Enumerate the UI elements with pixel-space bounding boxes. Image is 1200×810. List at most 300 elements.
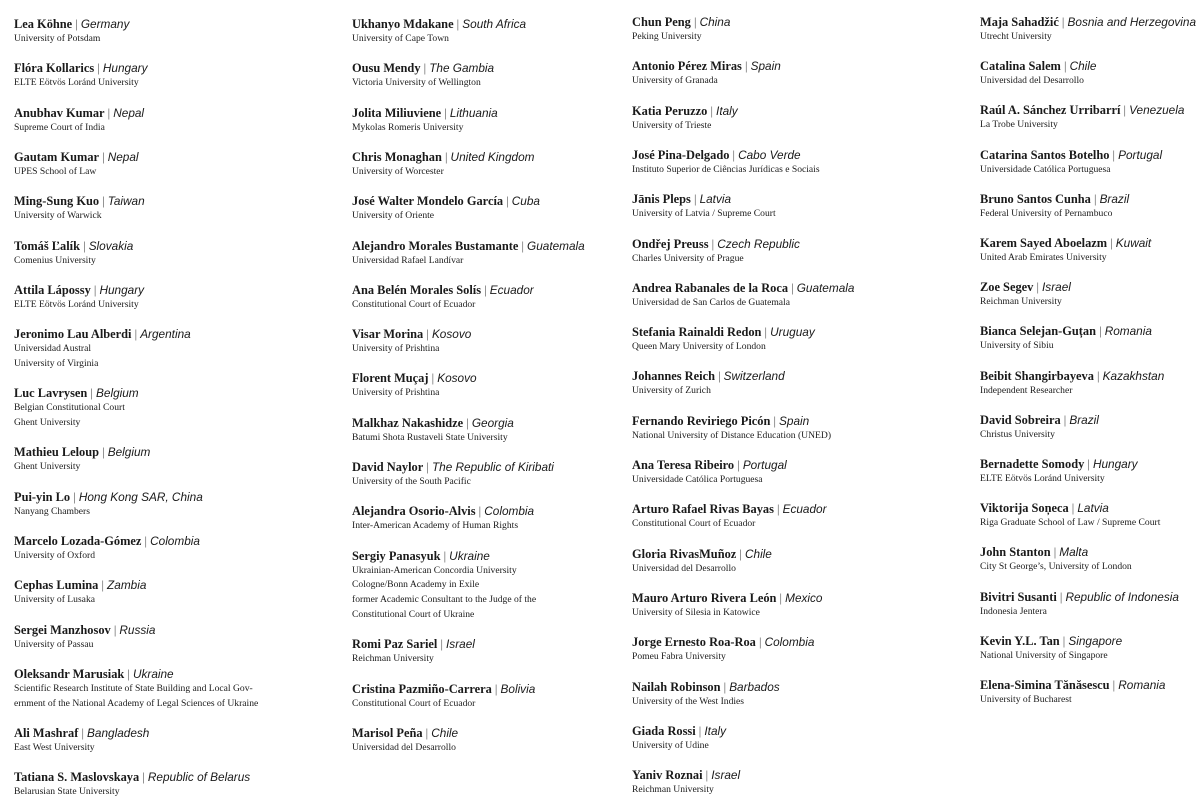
separator: | [437, 637, 447, 652]
contributor-institution: National University of Singapore [980, 649, 1108, 661]
contributor-country: Bolivia [500, 681, 536, 696]
contributor-entry [632, 457, 787, 488]
separator: | [428, 371, 438, 386]
contributor-name: Bivitri Susanti [980, 589, 1057, 604]
contributor-name-line [980, 633, 1122, 649]
contributor-name-line [632, 280, 854, 296]
contributor-institution: University of the South Pacific [352, 476, 471, 487]
contributor-entry [352, 725, 458, 756]
contributor-institution: Universidad de San Carlos de Guatemala [632, 296, 790, 308]
contributor-name: Fernando Reviriego Picón [632, 413, 771, 428]
contributor-institution: Belgian Constitutional Court [14, 402, 125, 414]
contributor-name-line [632, 679, 780, 695]
contributor-country: Israel [446, 637, 475, 652]
separator: | [729, 147, 739, 162]
contributor-name-line [632, 546, 772, 562]
contributor-entry [980, 58, 1096, 89]
separator: | [475, 504, 485, 519]
separator: | [98, 578, 108, 593]
separator: | [90, 282, 100, 297]
contributor-institution: East West University [14, 741, 95, 753]
contributor-institution: Universidad del Desarrollo [980, 75, 1084, 87]
contributor-institution: La Trobe University [980, 119, 1058, 131]
contributor-institution: University of Sibiu [980, 340, 1054, 352]
contributor-name-line [352, 238, 585, 254]
contributor-country: The Gambia [429, 61, 495, 76]
contributor-entry [14, 60, 147, 91]
separator: | [702, 768, 712, 783]
separator: | [1109, 147, 1119, 162]
separator: | [481, 282, 490, 297]
separator: | [1096, 324, 1105, 339]
contributor-name: Jolita Miliuviene [352, 105, 442, 120]
contributor-name: Chris Monaghan [352, 149, 442, 164]
contributor-country: Germany [80, 17, 130, 31]
separator: | [420, 61, 430, 76]
contributor-country: Ecuador [782, 502, 827, 517]
contributor-name: Stefania Rainaldi Redon [632, 325, 762, 340]
contributor-entry [980, 323, 1152, 354]
contributor-country: Bangladesh [87, 725, 150, 740]
contributor-name: Jānis Pleps [632, 192, 691, 207]
contributor-institution: University of Warwick [14, 210, 102, 222]
contributor-entry [632, 590, 823, 621]
contributor-entry [14, 149, 139, 180]
separator: | [80, 238, 89, 253]
contributor-institution: Reichman University [632, 784, 714, 796]
contributor-name-line [352, 326, 471, 342]
contributor-entry [980, 191, 1129, 222]
contributor-entry [14, 193, 145, 224]
contributor-name-line [352, 681, 535, 697]
contributor-institution: Ghent University [14, 461, 81, 473]
contributor-name-line [980, 368, 1164, 384]
contributor-name: Kevin Y.L. Tan [980, 633, 1060, 648]
contributor-name-line [632, 457, 787, 473]
contributor-entry [980, 412, 1099, 443]
contributor-country: Belgium [107, 445, 151, 460]
contributor-institution: University of Bucharest [980, 694, 1072, 705]
contributor-institution: University of Virginia [14, 357, 99, 369]
contributor-country: Guatemala [527, 238, 585, 253]
contributor-entry [14, 105, 144, 136]
contributor-country: Ukraine [449, 548, 490, 563]
contributor-entry [632, 679, 780, 710]
contributor-entry [980, 500, 1160, 531]
contributor-institution: Belarusian State University [14, 786, 120, 798]
contributor-name-line [980, 323, 1152, 339]
separator: | [1059, 633, 1069, 648]
contributor-entry [632, 236, 800, 267]
contributor-institution: Supreme Court of India [14, 121, 105, 133]
contributor-name: Antonio Pérez Miras [632, 59, 742, 74]
contributor-name: Arturo Rafael Rivas Bayas [632, 502, 774, 517]
contributor-country: The Republic of Kiribati [431, 460, 554, 474]
contributor-entry [352, 60, 494, 91]
contributor-name: Luc Lavrysen [14, 386, 88, 401]
contributor-country: Taiwan [107, 194, 145, 209]
separator: | [72, 17, 81, 31]
separator: | [1050, 545, 1060, 560]
contributor-name: Ming-Sung Kuo [14, 194, 100, 209]
contributor-name-line [980, 58, 1096, 74]
contributor-name-line [14, 577, 146, 593]
contributor-name: Catarina Santos Botelho [980, 147, 1110, 162]
contributor-entry [632, 191, 776, 222]
contributor-institution: University of Silesia in Katowice [632, 606, 760, 618]
contributor-entry [980, 147, 1162, 178]
separator: | [1068, 501, 1078, 516]
contributor-name: Chun Peng [632, 15, 691, 29]
contributor-name-line [980, 412, 1099, 428]
contributor-name: Mauro Arturo Rivera León [632, 590, 777, 605]
contributor-country: China [699, 15, 731, 29]
contributor-name: Giada Rossi [632, 723, 696, 738]
contributor-name: David Sobreira [980, 412, 1061, 427]
separator: | [714, 369, 724, 384]
contributor-institution: Peking University [632, 31, 702, 42]
contributor-name-line [352, 636, 475, 652]
contributor-country: Chile [1069, 59, 1097, 74]
separator: | [1084, 457, 1093, 471]
separator: | [734, 458, 743, 472]
contributor-name-line [14, 149, 139, 165]
contributor-name: Ana Teresa Ribeiro [632, 458, 735, 472]
contributor-name-line [980, 677, 1165, 693]
contributor-institution: University of Cape Town [352, 33, 449, 44]
separator: | [503, 194, 512, 209]
contributor-country: Switzerland [723, 369, 785, 384]
contributor-entry [14, 577, 146, 608]
separator: | [720, 679, 730, 694]
contributor-name-line [980, 544, 1132, 560]
separator: | [1060, 412, 1070, 427]
separator: | [139, 770, 148, 785]
contributor-country: Nepal [113, 105, 145, 120]
contributor-country: Nepal [107, 149, 139, 164]
contributor-name-line [632, 147, 820, 163]
contributor-country: Singapore [1068, 633, 1123, 648]
contributor-institution: University of Zurich [632, 385, 711, 397]
contributor-name: Bianca Selejan-Guțan [980, 324, 1096, 339]
contributor-name-line [632, 368, 785, 384]
contributor-entry [980, 456, 1138, 487]
contributor-country: Chile [744, 546, 772, 561]
contributor-institution: Charles University of Prague [632, 252, 744, 264]
contributor-entry [14, 444, 150, 475]
contributor-name-line [352, 16, 526, 32]
contributor-country: Israel [711, 768, 741, 783]
contributor-institution: Christus University [980, 428, 1055, 440]
contributor-entry [632, 103, 738, 134]
contributor-country: United Kingdom [450, 149, 535, 164]
contributor-institution: ernment of the National Academy of Legal Sciences of Ukraine [14, 697, 259, 709]
contributor-entry [352, 238, 585, 269]
contributor-institution: University of Worcester [352, 165, 444, 177]
contributor-institution: Batumi Shota Rustaveli State University [352, 431, 508, 443]
contributor-country: Czech Republic [717, 236, 800, 251]
separator: | [690, 15, 700, 29]
contributor-institution: Utrecht University [980, 31, 1052, 42]
contributor-institution: Nanyang Chambers [14, 505, 90, 517]
contributor-country: Ukraine [132, 666, 174, 681]
contributor-name-line [352, 548, 536, 564]
separator: | [1109, 678, 1119, 692]
contributor-name: Alejandra Osorio-Alvis [352, 504, 476, 519]
contributor-name: Alejandro Morales Bustamante [352, 238, 519, 253]
contributor-institution: ELTE Eötvös Loránd University [980, 473, 1105, 484]
contributor-country: Colombia [150, 533, 200, 548]
contributor-country: Hungary [102, 61, 148, 76]
contributor-name: David Naylor [352, 460, 424, 474]
contributor-name: Johannes Reich [632, 369, 715, 384]
contributor-institution: University of Granada [632, 75, 718, 87]
contributor-name: Katia Peruzzo [632, 103, 708, 118]
separator: | [755, 635, 765, 650]
contributor-name-line [632, 14, 730, 30]
contributor-entry [352, 370, 477, 401]
contributor-entry [14, 282, 144, 313]
contributor-country: Georgia [471, 415, 514, 430]
contributor-name-line [980, 589, 1179, 605]
separator: | [99, 149, 108, 164]
contributor-name-line [14, 444, 150, 460]
contributor-name: Mathieu Leloup [14, 445, 100, 460]
contributor-entry [352, 636, 475, 667]
contributor-institution: University of Prishtina [352, 343, 440, 355]
separator: | [1060, 59, 1070, 74]
contributor-country: Argentina [140, 327, 191, 342]
contributor-name: Flóra Kollarics [14, 61, 95, 76]
contributor-name: Ousu Mendy [352, 61, 421, 76]
separator: | [1107, 236, 1116, 250]
separator: | [87, 386, 97, 401]
contributor-entry [352, 16, 526, 47]
contributor-name-line [14, 326, 191, 342]
contributor-name: Viktorija Soņeca [980, 501, 1069, 516]
contributor-entry [14, 385, 139, 431]
separator: | [70, 489, 79, 504]
contributor-name-line [632, 103, 738, 119]
separator: | [99, 445, 108, 460]
separator: | [104, 105, 114, 120]
contributor-name: Sergiy Panasyuk [352, 548, 441, 563]
contributor-country: Guatemala [796, 280, 855, 295]
contributor-name: Tomáš Ľalík [14, 238, 80, 253]
contributor-name-line [14, 533, 200, 549]
contributor-institution: Universidad Austral [14, 343, 92, 355]
contributor-institution: Constitutional Court of Ecuador [352, 697, 476, 709]
contributor-country: Kosovo [431, 327, 472, 342]
contributor-name: Raúl A. Sánchez Urribarrí [980, 103, 1121, 118]
contributor-entry [14, 16, 129, 47]
contributor-name: Anubhav Kumar [14, 105, 105, 120]
contributor-name: Ukhanyo Mdakane [352, 17, 454, 31]
contributor-institution: Mykolas Romeris University [352, 121, 464, 133]
contributor-name-line [14, 16, 129, 32]
contributor-institution: City St George’s, University of London [980, 561, 1132, 573]
contributor-institution: Ghent University [14, 416, 81, 428]
separator: | [441, 149, 451, 164]
separator: | [741, 59, 751, 74]
separator: | [1120, 103, 1130, 118]
separator: | [78, 725, 88, 740]
contributor-name-line [632, 501, 827, 517]
contributor-entry [632, 546, 772, 577]
contributor-name: Beibit Shangirbayeva [980, 368, 1094, 383]
contributor-institution: University of Oxford [14, 549, 95, 561]
separator: | [690, 192, 700, 207]
contributor-name-line [352, 282, 534, 298]
contributor-entry [352, 282, 534, 313]
separator: | [440, 548, 450, 563]
contributor-entry [980, 633, 1122, 664]
separator: | [761, 325, 771, 340]
contributor-institution: Universidad del Desarrollo [352, 741, 456, 753]
contributor-country: Italy [716, 103, 738, 118]
contributor-entry [352, 503, 534, 534]
contributor-name-line [980, 500, 1160, 516]
contributor-institution: ELTE Eötvös Loránd University [14, 77, 139, 89]
contributor-name: José Pina-Delgado [632, 147, 730, 162]
contributor-name: Marisol Peña [352, 725, 423, 740]
contributor-institution: Pomeu Fabra University [632, 651, 726, 663]
separator: | [463, 415, 472, 430]
contributor-institution: University of Latvia / Supreme Court [632, 208, 776, 220]
contributor-institution: Riga Graduate School of Law / Supreme Court [980, 517, 1161, 529]
separator: | [695, 723, 705, 738]
contributor-entry [980, 544, 1132, 575]
separator: | [441, 105, 450, 120]
contributor-name: Visar Morina [352, 327, 424, 342]
contributor-name: Nailah Robinson [632, 679, 721, 694]
contributor-name: Yaniv Roznai [632, 768, 703, 783]
contributor-country: Romania [1118, 678, 1166, 692]
contributor-name-line [980, 279, 1071, 295]
contributor-institution: Reichman University [352, 653, 434, 665]
contributor-country: Brazil [1069, 412, 1099, 427]
contributor-country: Republic of Indonesia [1065, 589, 1179, 604]
contributor-name: Tatiana S. Maslovskaya [14, 770, 140, 785]
contributor-name-line [980, 191, 1129, 207]
separator: | [423, 460, 432, 474]
contributor-entry [14, 238, 133, 269]
contributor-name-line [14, 725, 149, 741]
contributor-name: Oleksandr Marusiak [14, 666, 125, 681]
contributor-country: Israel [1042, 280, 1071, 295]
contributor-institution: National University of Distance Education (UNED) [632, 429, 832, 441]
contributor-entry [632, 147, 820, 178]
contributor-name-line [352, 105, 498, 121]
contributor-institution: Reichman University [980, 296, 1062, 308]
contributor-name-line [14, 282, 144, 298]
contributor-institution: Federal University of Pernambuco [980, 207, 1113, 219]
contributor-name: Attila Lápossy [14, 282, 91, 297]
contributor-entry [980, 102, 1184, 133]
contributor-entry [352, 326, 471, 357]
contributor-entry [352, 459, 554, 490]
contributor-entry [632, 634, 814, 665]
contributor-country: Belgium [96, 386, 139, 401]
contributor-institution: University of the West Indies [632, 695, 745, 707]
contributor-entry [14, 769, 250, 800]
contributor-country: Ecuador [489, 282, 534, 297]
separator: | [94, 61, 103, 76]
contributor-institution: Ukrainian-American Concordia University [352, 564, 517, 576]
contributor-name: Sergei Manzhosov [14, 622, 111, 637]
contributor-name: Jeronimo Lau Alberdi [14, 327, 132, 342]
contributor-country: Mexico [785, 590, 823, 605]
contributor-country: Cabo Verde [738, 147, 801, 162]
contributor-entry [352, 105, 498, 136]
contributor-country: Latvia [699, 192, 732, 207]
contributor-institution: Inter-American Academy of Human Rights [352, 520, 519, 532]
contributor-entry [14, 326, 191, 372]
contributor-institution: Universidad del Desarrollo [632, 562, 736, 574]
contributor-entry [980, 235, 1151, 266]
contributor-name-line [632, 58, 781, 74]
contributor-name: Marcelo Lozada-Gómez [14, 533, 142, 548]
contributor-name: Maja Sahadžić [980, 15, 1059, 29]
contributor-institution: Instituto Superior de Ciências Jurídicas e Sociais [632, 163, 820, 175]
contributor-name-line [352, 725, 458, 741]
contributor-country: Barbados [729, 679, 780, 694]
contributor-name-line [352, 60, 494, 76]
contributor-institution: Scientific Research Institute of State Building and Local Gov- [14, 682, 253, 694]
separator: | [1056, 589, 1066, 604]
contributor-name-line [352, 370, 477, 386]
contributor-country: Spain [750, 59, 781, 74]
contributor-entry [14, 725, 149, 756]
contributor-entry [980, 368, 1164, 399]
contributor-name-line [14, 489, 203, 505]
separator: | [131, 327, 141, 342]
contributor-institution: Independent Researcher [980, 384, 1073, 396]
contributor-name: Catalina Salem [980, 59, 1061, 74]
contributor-name-line [14, 385, 139, 401]
contributor-entry [352, 681, 535, 712]
separator: | [736, 546, 745, 561]
separator: | [1033, 280, 1043, 295]
contributor-name-line [980, 235, 1151, 251]
contributor-entry [632, 767, 740, 798]
contributor-country: Kuwait [1115, 236, 1152, 250]
contributor-name-line [352, 459, 554, 475]
contributor-name-line [980, 147, 1162, 163]
contributor-name-line [632, 413, 831, 429]
contributor-entry [632, 413, 831, 444]
contributor-institution: Comenius University [14, 254, 96, 266]
contributor-institution: Universidade Católica Portuguesa [632, 474, 763, 485]
contributor-entry [14, 622, 155, 653]
contributor-name-line [980, 456, 1138, 472]
contributor-institution: Constitutional Court of Ecuador [632, 518, 756, 530]
contributor-entry [14, 489, 203, 520]
contributor-name-line [14, 60, 147, 76]
contributor-name: Karem Sayed Aboelazm [980, 236, 1108, 250]
separator: | [518, 238, 528, 253]
separator: | [491, 681, 501, 696]
contributor-name-line [14, 193, 145, 209]
separator: | [1058, 15, 1068, 29]
contributor-country: Portugal [742, 458, 787, 472]
separator: | [422, 725, 432, 740]
separator: | [707, 103, 717, 118]
contributor-institution: University of Lusaka [14, 594, 95, 606]
contributor-institution: ELTE Eötvös Loránd University [14, 298, 139, 310]
contributor-name-line [352, 193, 540, 209]
contributor-institution: University of Potsdam [14, 33, 101, 44]
